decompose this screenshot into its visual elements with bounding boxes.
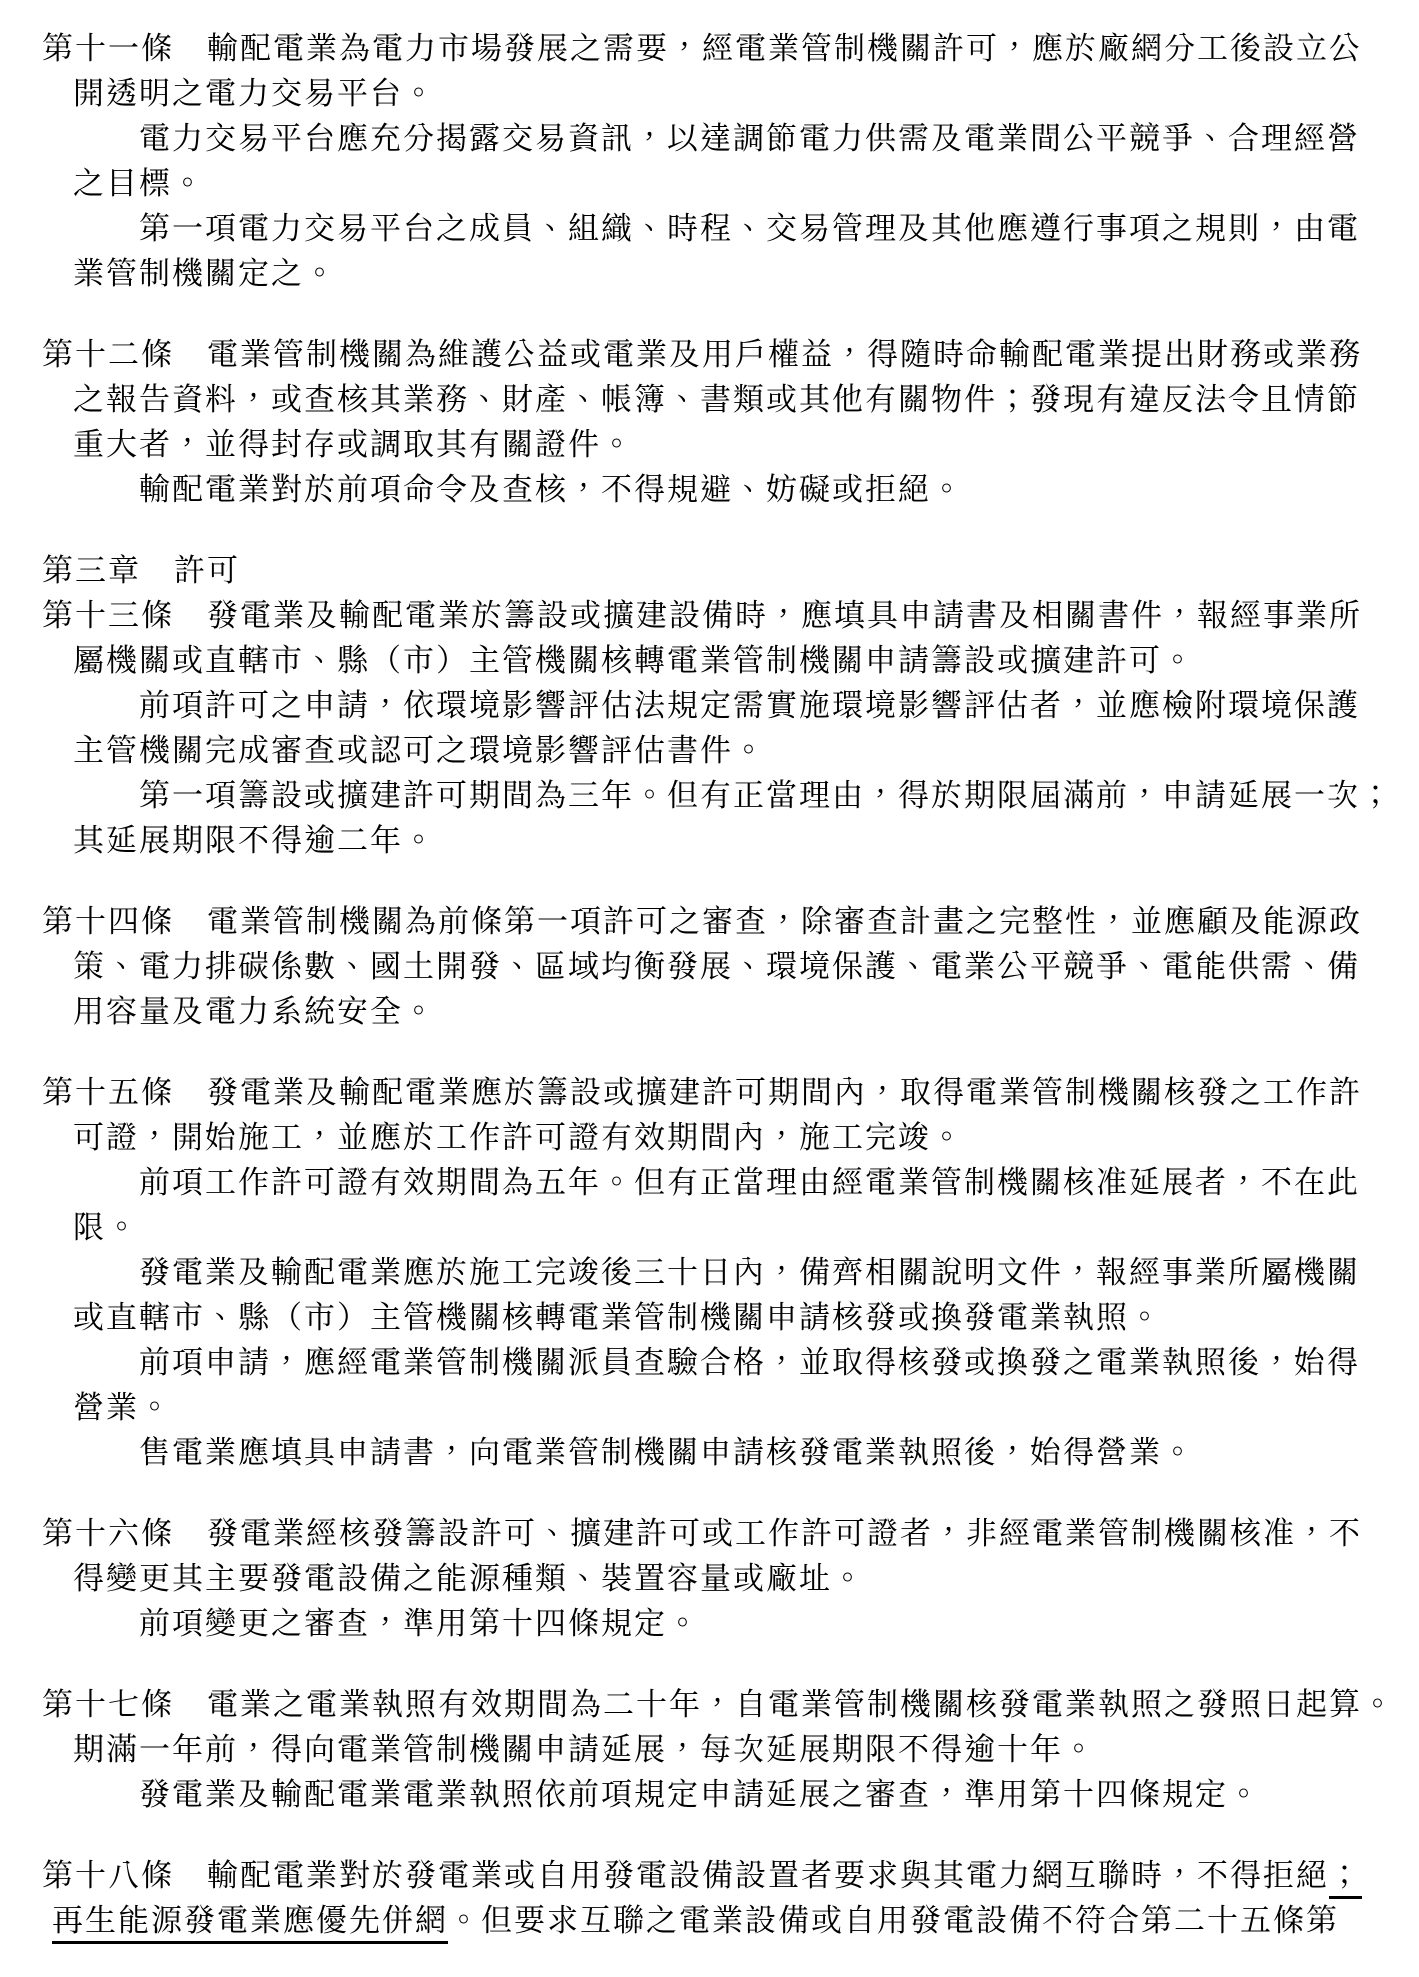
text-line [139,773,1419,818]
text-line [42,1853,1419,1898]
article-13 [42,593,1419,863]
text-line [42,899,1419,944]
text-line [73,728,1419,773]
text-run: 策、電力排碳係數、國土開發、區域均衡發展、環境保護、電業公平競爭、電能供需、備 [73,949,1360,984]
text-run: 限。 [73,1210,139,1245]
text-line [42,548,1419,593]
text-run: 。但要求互聯之電業設備或自用發電設備不符合第二十五條第 [448,1903,1339,1938]
text-run: 第十一條 輸配電業為電力市場發展之需要，經電業管制機關許可，應於廠網分工後設立公 [42,31,1362,66]
text-run: 第十七條 電業之電業執照有效期間為二十年，自電業管制機關核發電業執照之發照日起算。 [42,1687,1395,1722]
article-11 [42,26,1419,296]
text-line [42,26,1419,71]
text-run: 得變更其主要發電設備之能源種類、裝置容量或廠址。 [73,1561,865,1596]
article-15 [42,1070,1419,1475]
text-run: 開透明之電力交易平台。 [73,76,436,111]
text-line [139,1772,1419,1817]
text-line [73,377,1419,422]
text-run: 之目標。 [73,166,205,201]
text-line [42,1070,1419,1115]
text-line [139,1601,1419,1646]
text-run: 前項申請，應經電業管制機關派員查驗合格，並取得核發或換發之電業執照後，始得 [139,1345,1360,1380]
text-line [139,1430,1419,1475]
text-run: 第一項電力交易平台之成員、組織、時程、交易管理及其他應遵行事項之規則，由電 [139,211,1360,246]
text-run: 期滿一年前，得向電業管制機關申請延展，每次延展期限不得逾十年。 [73,1732,1096,1767]
text-line [73,989,1419,1034]
text-line [139,206,1419,251]
text-run: 其延展期限不得逾二年。 [73,823,436,858]
article-12 [42,332,1419,512]
text-run: 第一項籌設或擴建許可期間為三年。但有正當理由，得於期限屆滿前，申請延展一次； [139,778,1393,813]
text-line [73,1205,1419,1250]
chapter-3 [42,548,1419,593]
text-line [73,422,1419,467]
text-run: 前項許可之申請，依環境影響評估法規定需實施環境影響評估者，並應檢附環境保護 [139,688,1360,723]
text-run: 第十八條 輸配電業對於發電業或自用發電設備設置者要求與其電力網互聯時，不得拒絕 [42,1858,1329,1893]
text-line [42,1511,1419,1556]
text-line [73,1385,1419,1430]
text-run: 電力交易平台應充分揭露交易資訊，以達調節電力供需及電業間公平競爭、合理經營 [139,121,1360,156]
text-line [139,1340,1419,1385]
text-line [139,683,1419,728]
text-run: 發電業及輸配電業電業執照依前項規定申請延展之審查，準用第十四條規定。 [139,1777,1261,1812]
text-run: 第十二條 電業管制機關為維護公益或電業及用戶權益，得隨時命輸配電業提出財務或業務 [42,337,1362,372]
text-line [42,332,1419,377]
article-18 [42,1853,1419,1943]
text-run: 用容量及電力系統安全。 [73,994,436,1029]
article-16 [42,1511,1419,1646]
text-run: 前項變更之審查，準用第十四條規定。 [139,1606,700,1641]
text-run: 可證，開始施工，並應於工作許可證有效期間內，施工完竣。 [73,1120,964,1155]
text-run: 第十三條 發電業及輸配電業於籌設或擴建設備時，應填具申請書及相關書件，報經事業所 [42,598,1362,633]
text-line [73,1295,1419,1340]
text-line [52,1898,1419,1943]
underlined-text: 再生能源發電業應優先併網 [52,1903,448,1944]
text-line [73,944,1419,989]
legal-text-body [42,26,1419,1943]
text-run: 售電業應填具申請書，向電業管制機關申請核發電業執照後，始得營業。 [139,1435,1195,1470]
text-run: 屬機關或直轄市、縣（市）主管機關核轉電業管制機關申請籌設或擴建許可。 [73,643,1195,678]
text-line [139,1250,1419,1295]
text-line [42,1682,1419,1727]
text-run: 第十五條 發電業及輸配電業應於籌設或擴建許可期間內，取得電業管制機關核發之工作許 [42,1075,1362,1110]
text-line [42,593,1419,638]
text-run: 或直轄市、縣（市）主管機關核轉電業管制機關申請核發或換發電業執照。 [73,1300,1162,1335]
text-run: 第十六條 發電業經核發籌設許可、擴建許可或工作許可證者，非經電業管制機關核准，不 [42,1516,1362,1551]
text-run: 之報告資料，或查核其業務、財產、帳簿、書類或其他有關物件；發現有違反法令且情節 [73,382,1360,417]
text-line [73,1115,1419,1160]
text-line [73,71,1419,116]
text-run: 重大者，並得封存或調取其有關證件。 [73,427,634,462]
text-run: 主管機關完成審查或認可之環境影響評估書件。 [73,733,766,768]
text-line [139,116,1419,161]
text-run: 業管制機關定之。 [73,256,337,291]
text-run: 前項工作許可證有效期間為五年。但有正當理由經電業管制機關核准延展者，不在此 [139,1165,1360,1200]
text-run: 第三章 許可 [42,553,240,588]
text-line [73,1727,1419,1772]
text-line [73,161,1419,206]
article-17 [42,1682,1419,1817]
underlined-text: ； [1329,1858,1362,1899]
text-line [139,1160,1419,1205]
text-line [73,638,1419,683]
text-line [73,818,1419,863]
text-run: 第十四條 電業管制機關為前條第一項許可之審查，除審查計畫之完整性，並應顧及能源政 [42,904,1362,939]
text-line [139,467,1419,512]
text-run: 營業。 [73,1390,172,1425]
text-line [73,1556,1419,1601]
text-line [73,251,1419,296]
text-run: 輸配電業對於前項命令及查核，不得規避、妨礙或拒絕。 [139,472,964,507]
text-run: 發電業及輸配電業應於施工完竣後三十日內，備齊相關說明文件，報經事業所屬機關 [139,1255,1360,1290]
article-14 [42,899,1419,1034]
